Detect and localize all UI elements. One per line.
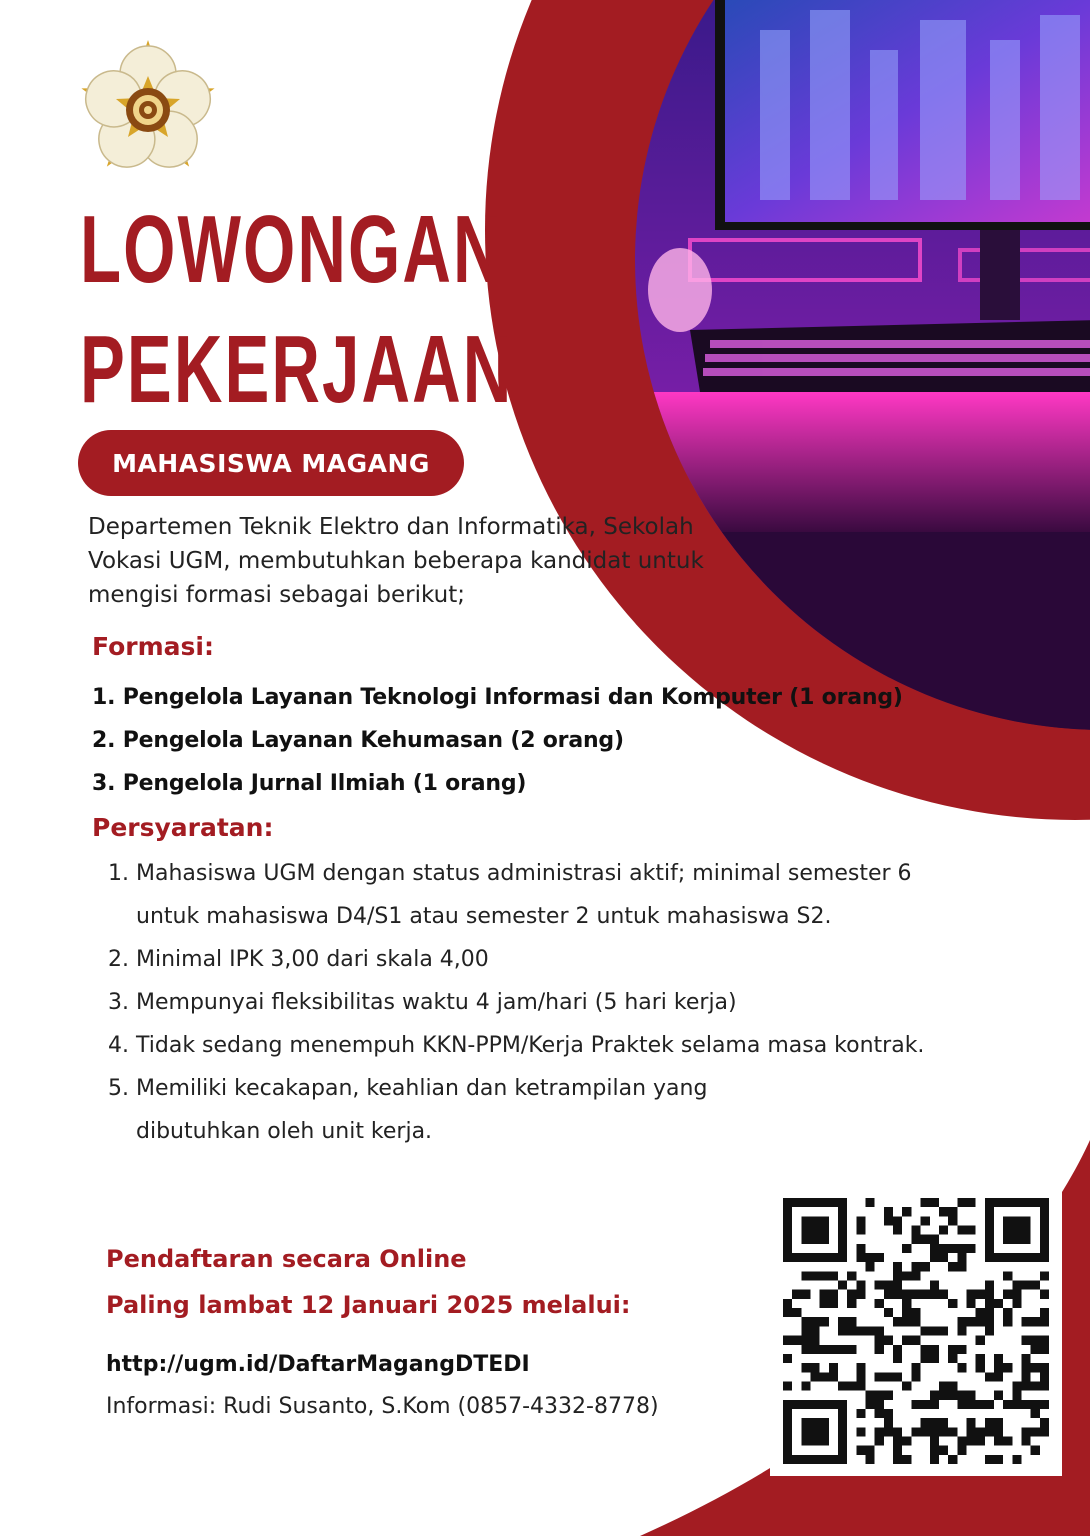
headline-line-2: PEKERJAAN bbox=[80, 316, 514, 423]
item-number: 2. bbox=[108, 947, 129, 972]
item-text: Mempunyai fleksibilitas waktu 4 jam/hari (5 hari kerja) bbox=[136, 990, 737, 1015]
persyaratan-item bbox=[108, 981, 928, 1024]
registration-link[interactable]: http://ugm.id/DaftarMagangDTEDI bbox=[106, 1352, 530, 1377]
registration-heading: Pendaftaran secara Online bbox=[106, 1245, 467, 1273]
ugm-seal-icon bbox=[80, 40, 216, 180]
item-number: 1. bbox=[108, 861, 129, 886]
item-text: Mahasiswa UGM dengan status administrasi aktif; minimal semester 6 untuk mahasiswa D4/S1 atau semester 2 untuk mahasiswa S2. bbox=[136, 861, 912, 929]
item-text: Tidak sedang menempuh KKN-PPM/Kerja Praktek selama masa kontrak. bbox=[136, 1033, 925, 1058]
headline-line-1: LOWONGAN bbox=[80, 196, 504, 303]
item-text: Minimal IPK 3,00 dari skala 4,00 bbox=[136, 947, 489, 972]
persyaratan-item bbox=[108, 852, 928, 938]
item-number: 5. bbox=[108, 1076, 129, 1101]
contact-info: Informasi: Rudi Susanto, S.Kom (0857-4332-8778) bbox=[106, 1394, 659, 1419]
intro-text: Departemen Teknik Elektro dan Informatika, Sekolah Vokasi UGM, membutuhkan beberapa kandidat untuk mengisi formasi sebagai berikut; bbox=[88, 514, 704, 608]
item-text: Memiliki kecakapan, keahlian dan ketrampilan yang dibutuhkan oleh unit kerja. bbox=[136, 1076, 708, 1144]
formasi-item: 2. Pengelola Layanan Kehumasan (2 orang) bbox=[92, 728, 624, 753]
qr-code-frame[interactable] bbox=[770, 1186, 1062, 1476]
formasi-item: 3. Pengelola Jurnal Ilmiah (1 orang) bbox=[92, 771, 527, 796]
qr-code-icon bbox=[782, 1198, 1050, 1464]
registration-deadline: Paling lambat 12 Januari 2025 melalui: bbox=[106, 1291, 631, 1319]
item-number: 4. bbox=[108, 1033, 129, 1058]
position-badge bbox=[78, 430, 464, 496]
formasi-list bbox=[92, 676, 903, 805]
persyaratan-item bbox=[108, 1067, 928, 1153]
formasi-item: 1. Pengelola Layanan Teknologi Informasi dan Komputer (1 orang) bbox=[92, 685, 903, 710]
item-number: 3. bbox=[108, 990, 129, 1015]
badge-label: MAHASISWA MAGANG bbox=[112, 448, 430, 478]
formasi-title: Formasi: bbox=[92, 632, 214, 661]
persyaratan-item bbox=[108, 1024, 928, 1067]
persyaratan-title: Persyaratan: bbox=[92, 813, 274, 842]
persyaratan-list bbox=[108, 852, 928, 1153]
persyaratan-item bbox=[108, 938, 928, 981]
